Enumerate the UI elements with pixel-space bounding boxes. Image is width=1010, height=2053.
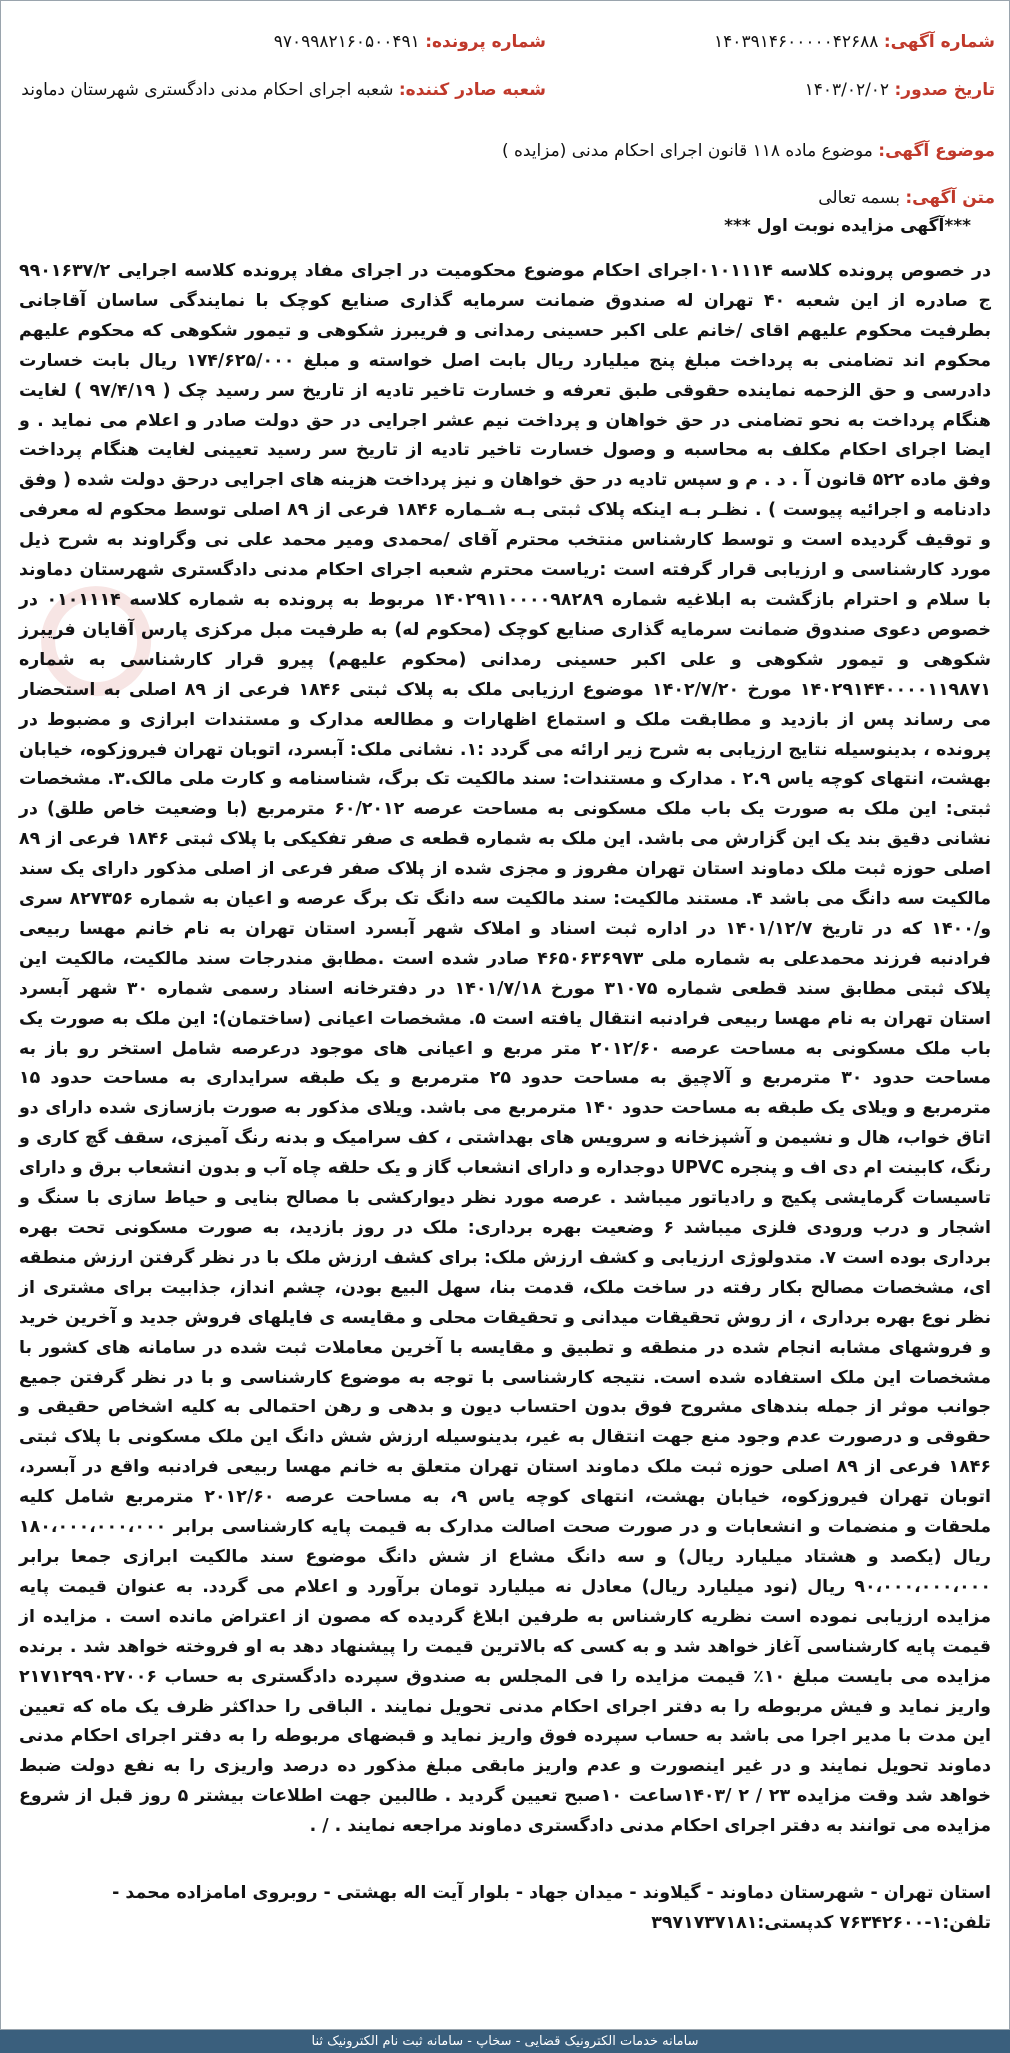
auction-title: ***آگهی مزایده نوبت اول *** — [724, 216, 971, 236]
notice-body — [19, 257, 991, 1842]
subject-label: موضوع آگهی: — [878, 141, 995, 161]
notice-number — [714, 31, 995, 53]
issuer-value: شعبه اجرای احکام مدنی دادگستری شهرستان دماوند — [21, 80, 394, 100]
issue-date — [805, 79, 995, 101]
case-number-label: شماره پرونده: — [425, 32, 546, 52]
case-number-value: ۹۷۰۹۹۸۲۱۶۰۵۰۰۴۹۱ — [273, 32, 420, 52]
subject — [502, 140, 995, 162]
notice-body-text: در خصوص پرونده کلاسه ۰۱۰۱۱۱۴اجرای احکام موضوع محکومیت در اجرای مفاد پرونده کلاسه اجرایی ۹۹۰۱۶۳۷/۲ ج صادره از این شعبه ۴۰ تهران له صندوق ضمانت سرمایه گذاری صنایع کوچک با نمایندگی ساسان آقاجانی بطرفیت محکوم علیهم اقای /خانم علی اکبر حسینی رمدانی و فریبرز شکوهی و تیمور شکوهی که محکوم علیهم محکوم اند تضامنی به پرداخت مبلغ پنج میلیارد ریال بابت اصل خواسته و مبلغ ۱۷۴/۶۲۵/۰۰۰ ریال بابت خسارت دادرسی و حق الزحمه نماینده حقوقی طبق تعرفه و خسارت تاخیر تادیه از تاریخ سر رسید چک ( ۹۷/۴/۱۹ ) لغایت هنگام پرداخت به نحو تضامنی در حق خواهان و پرداخت نیم عشر اجرایی در حق دولت صادر و اعلام می نماید . و ایضا اجرای احکام مکلف به محاسبه و وصول خسارت تاخیر تادیه از تاریخ سر رسید تعیینی لغایت هنگام پرداخت وفق ماده ۵۲۲ قانون آ . د . م و سپس تادیه در حق خواهان و نیز پرداخت هزینه های اجرایی درحق دولت شده ( وفق دادنامه و اجرائیه پیوست ) . نظـر بـه اینکه پلاک ثبتی بـه شـماره ۱۸۴۶ فرعی از ۸۹ اصلی توسط محکوم له معرفی و توقیف گردیده است و توسط کارشناس منتخب محترم آقای /محمدی ومیر محمد علی نی وگراوند به شرح ذیل مورد کارشناسی و ارزیابی قرار گرفته است :ریاست محترم شعبه اجرای احکام مدنی دادگستری شهرستان دماوند با سلام و احترام بازگشت به ابلاغیه شماره ۱۴۰۲۹۱۱۰۰۰۰۹۸۲۸۹ مربوط به پرونده به شماره کلاسه ۰۱۰۱۱۱۴ در خصوص دعوی صندوق ضمانت سرمایه گذاری صنایع کوچک (محکوم له) به طرفیت مبل مرکزی پارس آقایان فریبرز شکوهی و تیمور شکوهی و علی اکبر حسینی رمدانی (محکوم علیهم) پیرو قرار کارشناسی به شماره ۱۴۰۲۹۱۴۴۰۰۰۰۱۱۹۸۷۱ مورخ ۱۴۰۲/۷/۲۰ موضوع ارزیابی ملک به پلاک ثبتی ۱۸۴۶ فرعی از ۸۹ اصلی به استحضار می رساند پس از بازدید و مطابقت ملک و استماع اظهارات و مطالعه مدارک و مستندات ابرازی و مضبوط در پرونده ، بدینوسیله نتایج ارزیابی به شرح زیر ارائه می گردد :۱. نشانی ملک: آبسرد، اتوبان تهران فیروزکوه، خیابان بهشت، انتهای کوچه یاس ۲.۹ . مدارک و مستندات: سند مالکیت تک برگ، شناسنامه و کارت ملی مالک.۳. مشخصات ثبتی: این ملک به صورت یک باب ملک مسکونی به مساحت عرصه ۶۰/۲۰۱۲ مترمربع (با وضعیت خاص طلق) در نشانی دقیق بند یک این گزارش می باشد. این ملک به شماره قطعه ی صفر تفکیکی با پلاک ثبتی ۱۸۴۶ فرعی از ۸۹ اصلی حوزه ثبت ملک دماوند استان تهران مفروز و مجزی شده از پلاک صفر فرعی از اصلی مذکور دارای یک سند مالکیت سه دانگ می باشد ۴. مستند مالکیت: سند مالکیت سه دانگ تک برگ عرصه و اعیان به شماره ۸۲۷۳۵۶ سری و/۱۴۰۰ که در تاریخ ۱۴۰۱/۱۲/۷ در اداره ثبت اسناد و املاک شهر آبسرد استان تهران به نام خانم مهسا ربیعی فرادنبه فرزند محمدعلی به شماره ملی ۴۶۵۰۶۳۶۹۷۳ صادر شده است .مطابق مندرجات سند مالکیت، مالکیت این پلاک ثبتی مطابق سند قطعی شماره ۳۱۰۷۵ مورخ ۱۴۰۱/۷/۱۸ در دفترخانه اسناد رسمی شماره ۳۰ شهر آبسرد استان تهران به نام مهسا ربیعی فرادنبه انتقال یافته است ۵. مشخصات اعیانی (ساختمان): این ملک به صورت یک باب ملک مسکونی به مساحت عرصه ۲۰۱۲/۶۰ متر مربع و اعیانی های موجود درعرصه شامل استخر رو باز به مساحت حدود ۳۰ مترمربع و آلاچیق به مساحت حدود ۲۵ مترمربع و یک طبقه سرایداری به مساحت حدود ۱۵ مترمربع و ویلای یک طبقه به مساحت حدود ۱۴۰ مترمربع می باشد. ویلای مذکور به صورت بازسازی شده دارای دو اتاق خواب، هال و نشیمن و آشپزخانه و سرویس های بهداشتی ، کف سرامیک و بدنه رنگ آمیزی، سقف گچ کاری و رنگ، کابینت ام دی اف و پنجره UPVC دوجداره و دارای انشعاب گاز و یک حلقه چاه آب و بدون انشعاب برق و دارای تاسیسات گرمایشی پکیج و رادیاتور میباشد . عرصه مورد نظر دیوارکشی با مصالح بنایی و حیاط سازی با سنگ و اشجار و درب ورودی فلزی میباشد ۶ وضعیت بهره برداری: ملک در روز بازدید، به صورت مسکونی تحت بهره برداری بوده است ۷. متدولوژی ارزیابی و کشف ارزش ملک: برای کشف ارزش ملک با در نظر گرفتن ارزش منطقه ای، مشخصات مصالح بکار رفته در ساخت ملک، قدمت بنا، سهل البیع بودن، چشم انداز، جذابیت برای مشتری از نظر نوع بهره برداری ، از روش تحقیقات میدانی و تحقیقات محلی و مقایسه ی فایلهای فروش جدید و آخرین خرید و فروشهای مشابه انجام شده در منطقه و تطبیق و مقایسه با آخرین معاملات ثبت شده در سامانه های کشور با مشخصات این ملک استفاده شده است. نتیجه کارشناسی با توجه به موضوع کارشناسی و با در نظر گرفتن جمیع جوانب موثر از جمله بندهای مشروح فوق بدون احتساب دیون و بدهی و رهن احتمالی به کلیه اشخاص حقیقی و حقوقی و درصورت عدم وجود منع جهت انتقال به غیر، بدینوسیله ارزش شش دانگ این ملک مسکونی با پلاک ثبتی ۱۸۴۶ فرعی از ۸۹ اصلی حوزه ثبت ملک دماوند استان تهران متعلق به خانم مهسا ربیعی فرادنبه واقع در آبسرد، اتوبان تهران فیروزکوه، خیابان بهشت، انتهای کوچه یاس ۹، به مساحت عرصه ۲۰۱۲/۶۰ مترمربع شامل کلیه ملحقات و منضمات و انشعابات و در صورت صحت اصالت مدارک به قیمت پایه کارشناسی برابر ۱۸۰،۰۰۰،۰۰۰،۰۰۰ ریال (یکصد و هشتاد میلیارد ریال) و سه دانگ مشاع از شش دانگ موضوع سند مالکیت ابرازی جمعا برابر ۹۰،۰۰۰،۰۰۰،۰۰۰ ریال (نود میلیارد ریال) معادل نه میلیارد تومان برآورد و اعلام می گردد. به عنوان قیمت پایه مزایده ارزیابی نموده است نظریه کارشناس به طرفین ابلاغ گردیده که مصون از اعتراض مانده است . مزایده از قیمت پایه کارشناسی آغاز خواهد شد و به کسی که بالاترین قیمت را پیشنهاد دهد به او فروخته خواهد شد . برنده مزایده می بایست مبلغ ۱۰٪ قیمت مزایده را فی المجلس به صندوق سپرده دادگستری به حساب ۲۱۷۱۲۹۹۰۲۷۰۰۶ واریز نماید و فیش مربوطه را به دفتر اجرای احکام مدنی تحویل نمایند . الباقی را حداکثر ظرف یک ماه که تعیین این مدت با مدیر اجرا می باشد به حساب سپرده فوق واریز نماید و قبضهای مربوطه را به دفتر اجرای احکام مدنی دماوند تحویل نمایند و در غیر اینصورت و عدم واریز مابقی مبلغ مذکور ده درصد واریزی را به نفع دولت ضبط خواهد شد وقت مزایده ۲۳ / ۲ /۱۴۰۳ساعت ۱۰صبح تعیین گردید . طالبین جهت اطلاعات بیشتر ۵ روز قبل از شروع مزایده می توانند به دفتر اجرای احکام مدنی دادگستری دماوند مراجعه نمایند . / . — [19, 261, 992, 1837]
court-address: استان تهران - شهرستان دماوند - گیلاوند - میدان جهاد - بلوار آیت اله بهشتی - روبروی امامزاده محمد - تلفن:۱-۷۶۳۴۲۶۰۰ کدپستی:۳۹۷۱۷۳۷۱۸۱ — [112, 1883, 991, 1933]
issue-date-label: تاریخ صدور: — [894, 80, 995, 100]
notice-number-label: شماره آگهی: — [883, 32, 995, 52]
case-number — [274, 31, 546, 53]
notice-text-heading — [818, 187, 995, 209]
subject-value: موضوع ماده ۱۱۸ قانون اجرای احکام مدنی (مزایده ) — [501, 141, 873, 161]
issuer — [21, 79, 546, 101]
issuer-label: شعبه صادر کننده: — [398, 80, 546, 100]
bismillah: بسمه تعالی — [818, 188, 900, 208]
notice-text-label: متن آگهی: — [905, 188, 995, 208]
bottom-banner[interactable]: سامانه خدمات الکترونیک قضایی - سخاپ - سامانه ثبت نام الکترونیک ثنا — [0, 2030, 1010, 2053]
notice-number-value: ۱۴۰۳۹۱۴۶۰۰۰۰۰۴۲۶۸۸ — [714, 32, 879, 52]
issue-date-value: ۱۴۰۳/۰۲/۰۲ — [804, 80, 890, 100]
